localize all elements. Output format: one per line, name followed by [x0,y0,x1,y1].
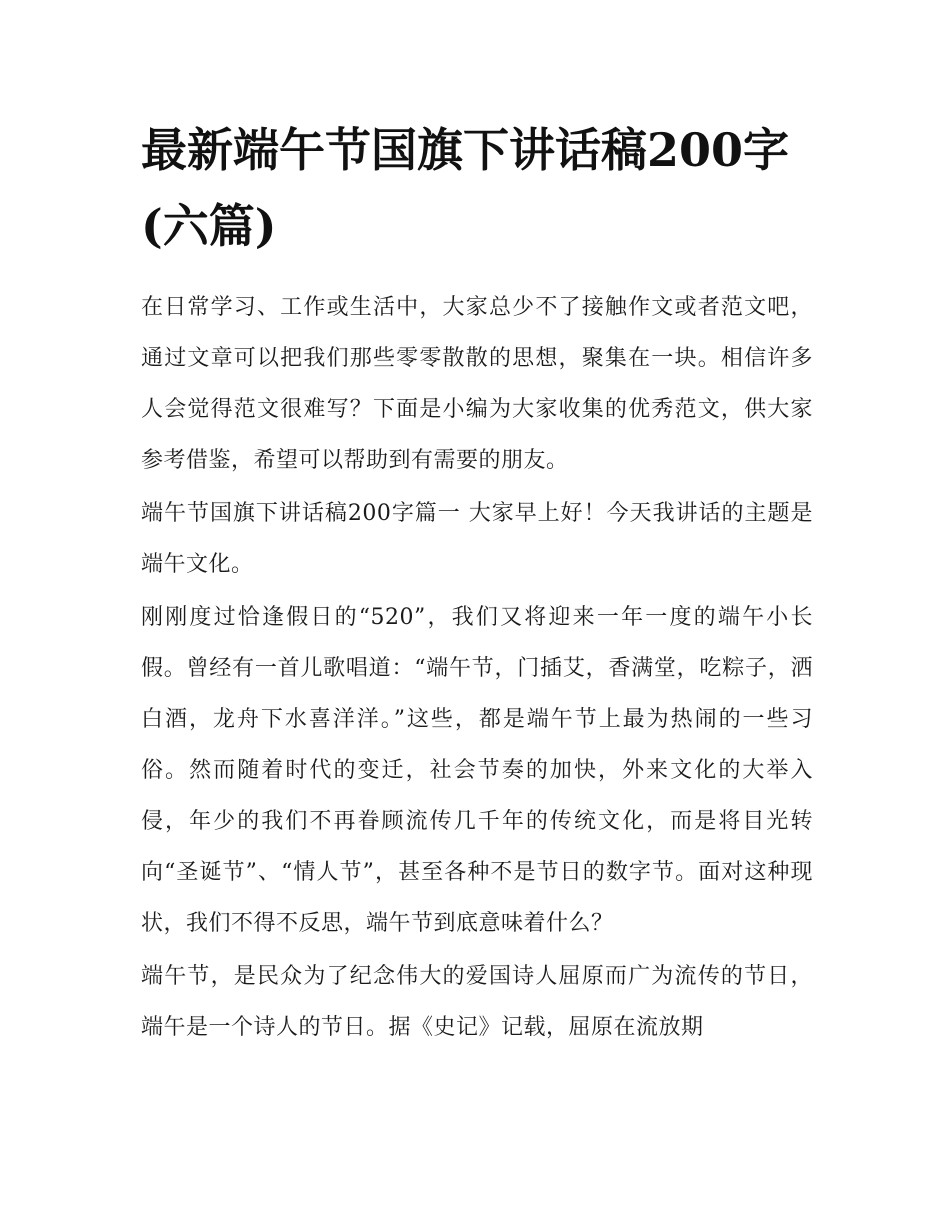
paragraph-520-holiday: 刚刚度过恰逢假日的“520”，我们又将迎来一年一度的端午小长假。曾经有一首儿歌唱道：“端午节，门插艾，香满堂，吃粽子，洒白酒，龙舟下水喜洋洋。”这些，都是端午节上最为热闹的一些习俗。然而随着时代的变迁，社会节奏的加快，外来文化的大举入侵，年少的我们不再眷顾流传几千年的传统文化，而是将目光转向“圣诞节”、“情人节”，甚至各种不是节日的数字节。面对这种现状，我们不得不反思，端午节到底意味着什么？ [141,605,813,936]
document-content [141,112,813,1055]
paragraph-intro: 在日常学习、工作或生活中，大家总少不了接触作文或者范文吧，通过文章可以把我们那些零零散散的思想，聚集在一块。相信许多人会觉得范文很难写？下面是小编为大家收集的优秀范文，供大家参考借鉴，希望可以帮助到有需要的朋友。 [141,295,813,473]
paragraph-speech-opening: 端午节国旗下讲话稿200字篇一 大家早上好！今天我讲话的主题是端午文化。 [141,501,813,577]
document-title: 最新端午节国旗下讲话稿200字(六篇) [141,123,790,253]
document-body [141,282,813,1053]
paragraph-qu-yuan: 端午节，是民众为了纪念伟大的爱国诗人屈原而广为流传的节日，端午是一个诗人的节日。据《史记》记载，屈原在流放期 [141,964,813,1040]
